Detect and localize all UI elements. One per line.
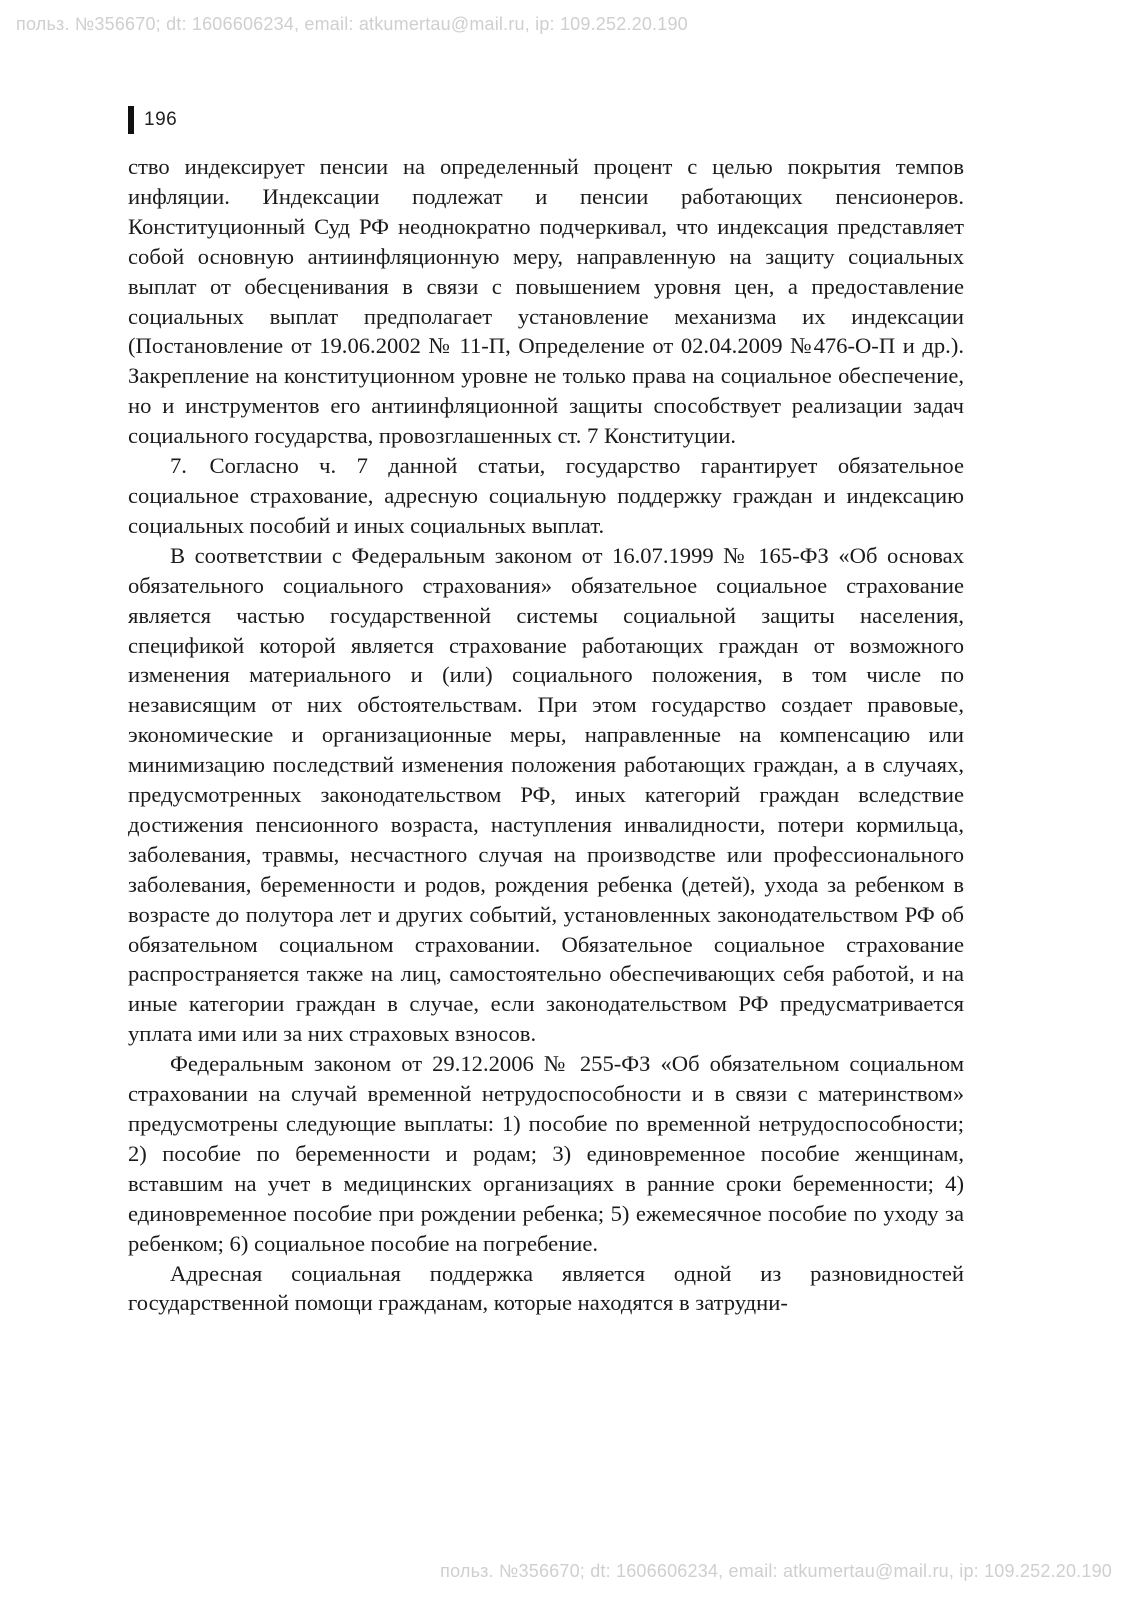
watermark-bottom: польз. №356670; dt: 1606606234, email: atkumertau@mail.ru, ip: 109.252.20.190 bbox=[440, 1561, 1112, 1581]
paragraph-4: Федеральным законом от 29.12.2006 № 255-ФЗ «Об обязательном социальном страховании на случай временной нетрудоспособности и в связи с материнством» предусмотрены следующие выплаты: 1) пособие по временной нетрудоспособности; 2) пособие по беременности и родам; 3) единовременное пособие женщинам, вставшим на учет в медицинских организациях в ранние сроки беременности; 4) единовременное пособие при рождении ребенка; 5) ежемесячное пособие по уходу за ребенком; 6) социальное пособие на погребение. bbox=[128, 1051, 964, 1256]
paragraph-5: Адресная социальная поддержка является одной из разновидностей государственной помощи гражданам, которые находятся в затрудни- bbox=[128, 1260, 964, 1316]
text-body bbox=[128, 152, 964, 1318]
paragraph-3: В соответствии с Федеральным законом от 16.07.1999 № 165-ФЗ «Об основах обязательного социального страхования» обязательное социальное страхование является частью государственной системы социальной защиты населения, спецификой которой является страхование работающих граждан от возможного изменения материального и (или) социального положения, в том числе по независящим от них обстоятельствам. При этом государство создает правовые, экономические и организационные меры, направленные на компенсацию или минимизацию последствий изменения положения работающих граждан, а в случаях, предусмотренных законодательством РФ, иных категорий граждан вследствие достижения пенсионного возраста, наступления инвалидности, потери кормильца, заболевания, травмы, несчастного случая на производстве или профессионального заболевания, беременности и родов, рождения ребенка (детей), ухода за ребенком в возрасте до полутора лет и других событий, установленных законодательством РФ об обязательном социальном страховании. Обязательное социальное страхование распространяется также на лиц, самостоятельно обеспечивающих себя работой, и на иные категории граждан в случае, если законодательством РФ предусматривается уплата ими или за них страховых взносов. bbox=[128, 542, 964, 1047]
page-header bbox=[128, 106, 177, 134]
paragraph-2: 7. Согласно ч. 7 данной статьи, государство гарантирует обязательное социальное страхование, адресную социальную поддержку граждан и индексацию социальных пособий и иных социальных выплат. bbox=[128, 453, 964, 538]
watermark-top: польз. №356670; dt: 1606606234, email: atkumertau@mail.ru, ip: 109.252.20.190 bbox=[16, 14, 688, 34]
page-number: 196 bbox=[144, 109, 178, 130]
paragraph-1: ство индексирует пенсии на определенный процент с целью покрытия темпов инфляции. Индексации подлежат и пенсии работающих пенсионеров. Конституционный Суд РФ неоднократно подчеркивал, что индексация представляет собой основную антиинфляционную меру, направленную на защиту социальных выплат от обесценивания в связи с повышением уровня цен, а предоставление социальных выплат предполагает установление механизма их индексации (Постановление от 19.06.2002 № 11-П, Определение от 02.04.2009 №476-О-П и др.). Закрепление на конституционном уровне не только права на социальное обеспечение, но и инструментов его антиинфляционной защиты способствует реализации задач социального государства, провозглашенных ст. 7 Конституции. bbox=[128, 154, 964, 449]
page-marker-bar bbox=[128, 106, 134, 134]
